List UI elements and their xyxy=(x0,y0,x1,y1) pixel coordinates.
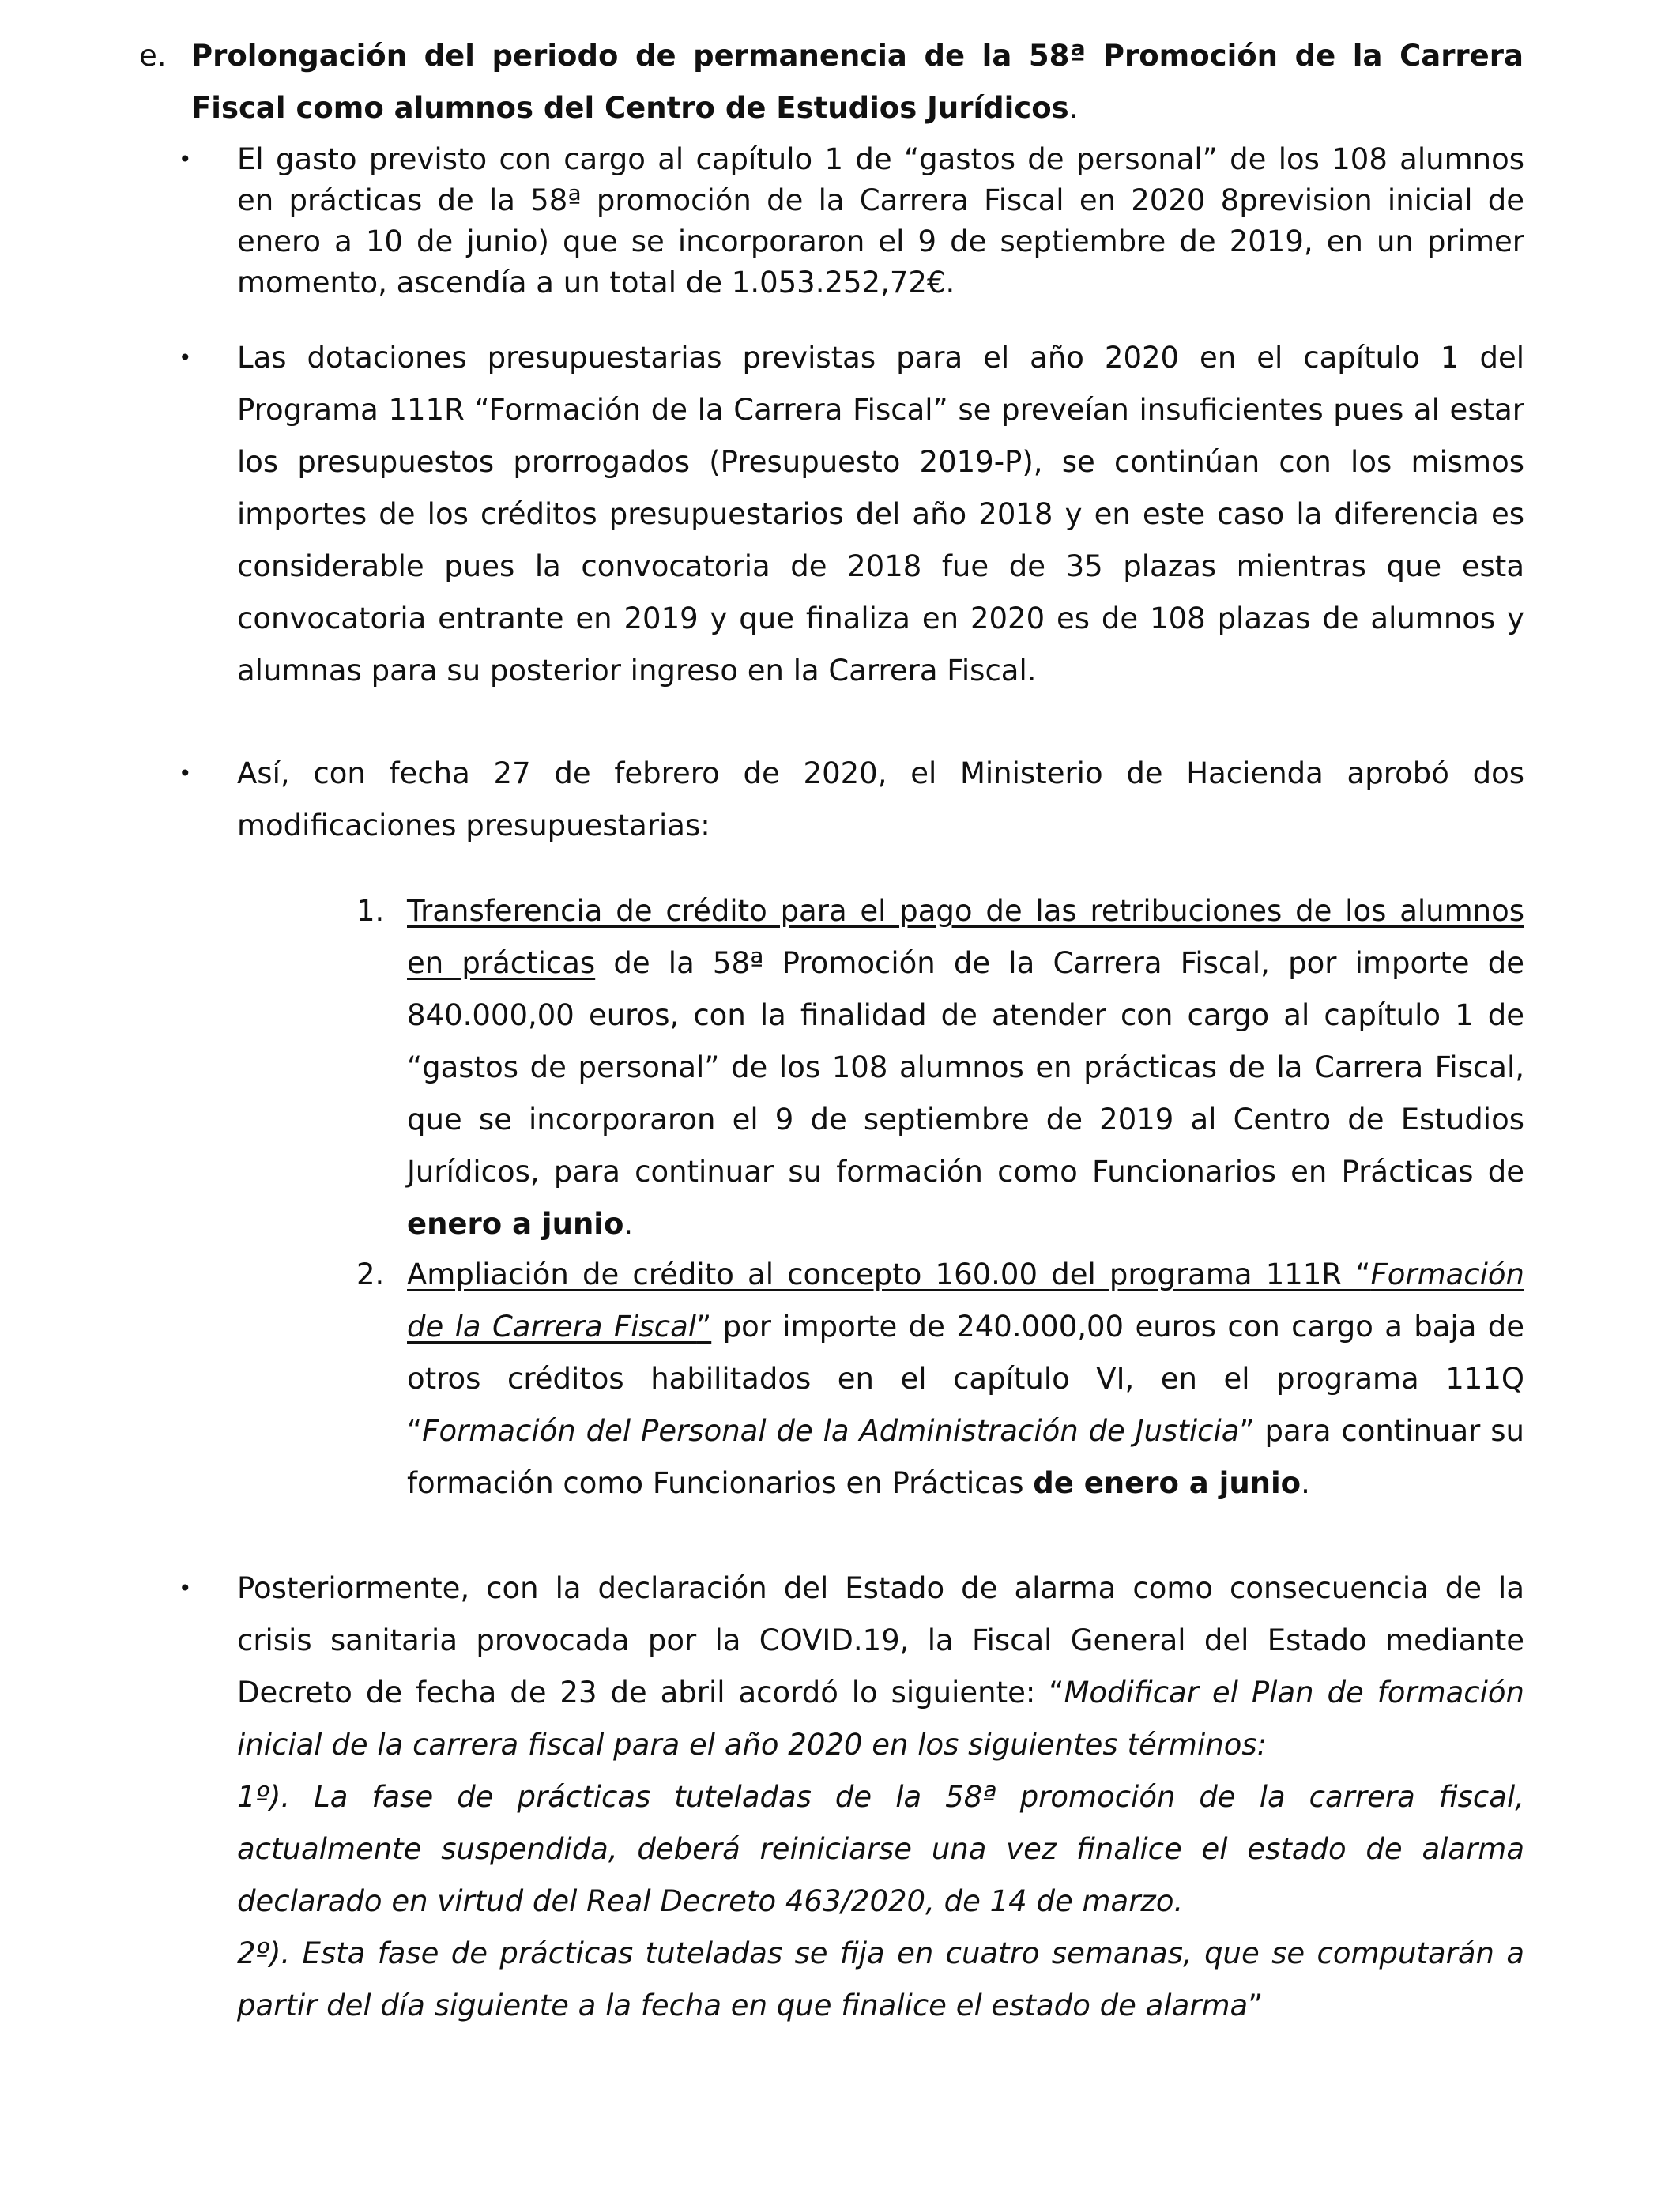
item-underlined-text: Ampliación de crédito al concepto 160.00 del programa 111R “ xyxy=(407,1257,1371,1291)
item-underlined-close: ” xyxy=(696,1310,712,1344)
bullet-icon: • xyxy=(179,146,192,172)
decree-quote-intro: Modificar el Plan de formación inicial de la carrera fiscal para el año 2020 en los siguientes términos: xyxy=(237,1676,1524,1762)
bullet-item-posteriormente xyxy=(179,1563,1524,2032)
item-underlined-text: Transferencia de crédito para el pago de las retribuciones de los alumnos en prácticas xyxy=(407,894,1524,980)
decree-quote-close: ” xyxy=(1248,1989,1264,2022)
decree-quote-point-2-wrap xyxy=(237,1928,1524,2032)
numbered-item-ampliacion xyxy=(356,1249,1525,1510)
item-number: 2. xyxy=(356,1257,385,1291)
bullet-text: El gasto previsto con cargo al capítulo 1 de “gastos de personal” de los 108 alumnos en prácticas de la 58ª promoción de la Carrera Fiscal en 2020 8prevision inicial de enero a 10 de junio) que se incorporaron el 9 de septiembre de 2019, en un primer momento, ascendía a un total de 1.053.252,72€. xyxy=(237,142,1524,300)
item-italic-text: Formación del Personal de la Administración de Justicia xyxy=(422,1414,1240,1448)
decree-quote-point-1: 1º). La fase de prácticas tuteladas de la 58ª promoción de la carrera fiscal, actualmente suspendida, deberá reiniciarse una vez finalice el estado de alarma declarado en virtud del Real Decreto 463/2020, de 14 de marzo. xyxy=(237,1780,1524,1918)
item-text-2: ” para continuar su formación como Funcionarios en Prácticas xyxy=(407,1414,1524,1500)
bullet-item-modificaciones xyxy=(179,748,1524,852)
section-title xyxy=(191,30,1524,134)
bullet-text: Posteriormente, con la declaración del Estado de alarma como consecuencia de la crisis sanitaria provocada por la COVID.19, la Fiscal General del Estado mediante Decreto de fecha de 23 de abril acordó lo siguiente: “ xyxy=(237,1571,1524,1710)
item-text: por importe de 240.000,00 euros con cargo a baja de otros créditos habilitados en el capítulo VI, en el programa 111Q “ xyxy=(407,1310,1525,1448)
bullet-paragraph xyxy=(237,1563,1524,1771)
bullet-item-dotaciones xyxy=(179,332,1524,697)
section-title-end: . xyxy=(1068,91,1079,125)
section-title-text: Prolongación del periodo de permanencia de la 58ª Promoción de la Carrera Fiscal como alumnos del Centro de Estudios Jurídicos xyxy=(191,39,1524,125)
numbered-item-transferencia xyxy=(356,885,1524,1250)
item-bold-text: enero a junio xyxy=(407,1207,624,1241)
bullet-icon: • xyxy=(179,1575,192,1601)
bullet-text: Así, con fecha 27 de febrero de 2020, el Ministerio de Hacienda aprobó dos modificaciones presupuestarias: xyxy=(237,756,1524,843)
item-number: 1. xyxy=(356,894,385,928)
bullet-icon: • xyxy=(179,760,192,786)
item-bold-text: de enero a junio xyxy=(1033,1466,1301,1500)
section-letter: e. xyxy=(139,39,167,73)
bullet-item-gasto-previsto xyxy=(179,139,1524,303)
item-text-end: . xyxy=(1301,1466,1310,1500)
decree-quote-point-2: 2º). Esta fase de prácticas tuteladas se fija en cuatro semanas, que se computarán a partir del día siguiente a la fecha en que finalice el estado de alarma xyxy=(237,1936,1524,2022)
item-underlined-italic-text: Formación de la Carrera Fiscal xyxy=(407,1257,1524,1344)
bullet-icon: • xyxy=(179,345,192,371)
item-text: de la 58ª Promoción de la Carrera Fiscal, por importe de 840.000,00 euros, con la finalidad de atender con cargo al capítulo 1 de “gastos de personal” de los 108 alumnos en prácticas de la Carrera Fiscal, que se incorporaron el 9 de septiembre de 2019 al Centro de Estudios Jurídicos, para continuar su formación como Funcionarios en Prácticas de xyxy=(407,946,1524,1189)
item-text-end: . xyxy=(623,1207,634,1241)
bullet-text: Las dotaciones presupuestarias previstas para el año 2020 en el capítulo 1 del Programa 111R “Formación de la Carrera Fiscal” se preveían insuficientes pues al estar los presupuestos prorrogados (Presupuesto 2019-P), se continúan con los mismos importes de los créditos presupuestarios del año 2018 y en este caso la diferencia es considerable pues la convocatoria de 2018 fue de 35 plazas mientras que esta convocatoria entrante en 2019 y que finaliza en 2020 es de 108 plazas de alumnos y alumnas para su posterior ingreso en la Carrera Fiscal. xyxy=(237,341,1524,688)
